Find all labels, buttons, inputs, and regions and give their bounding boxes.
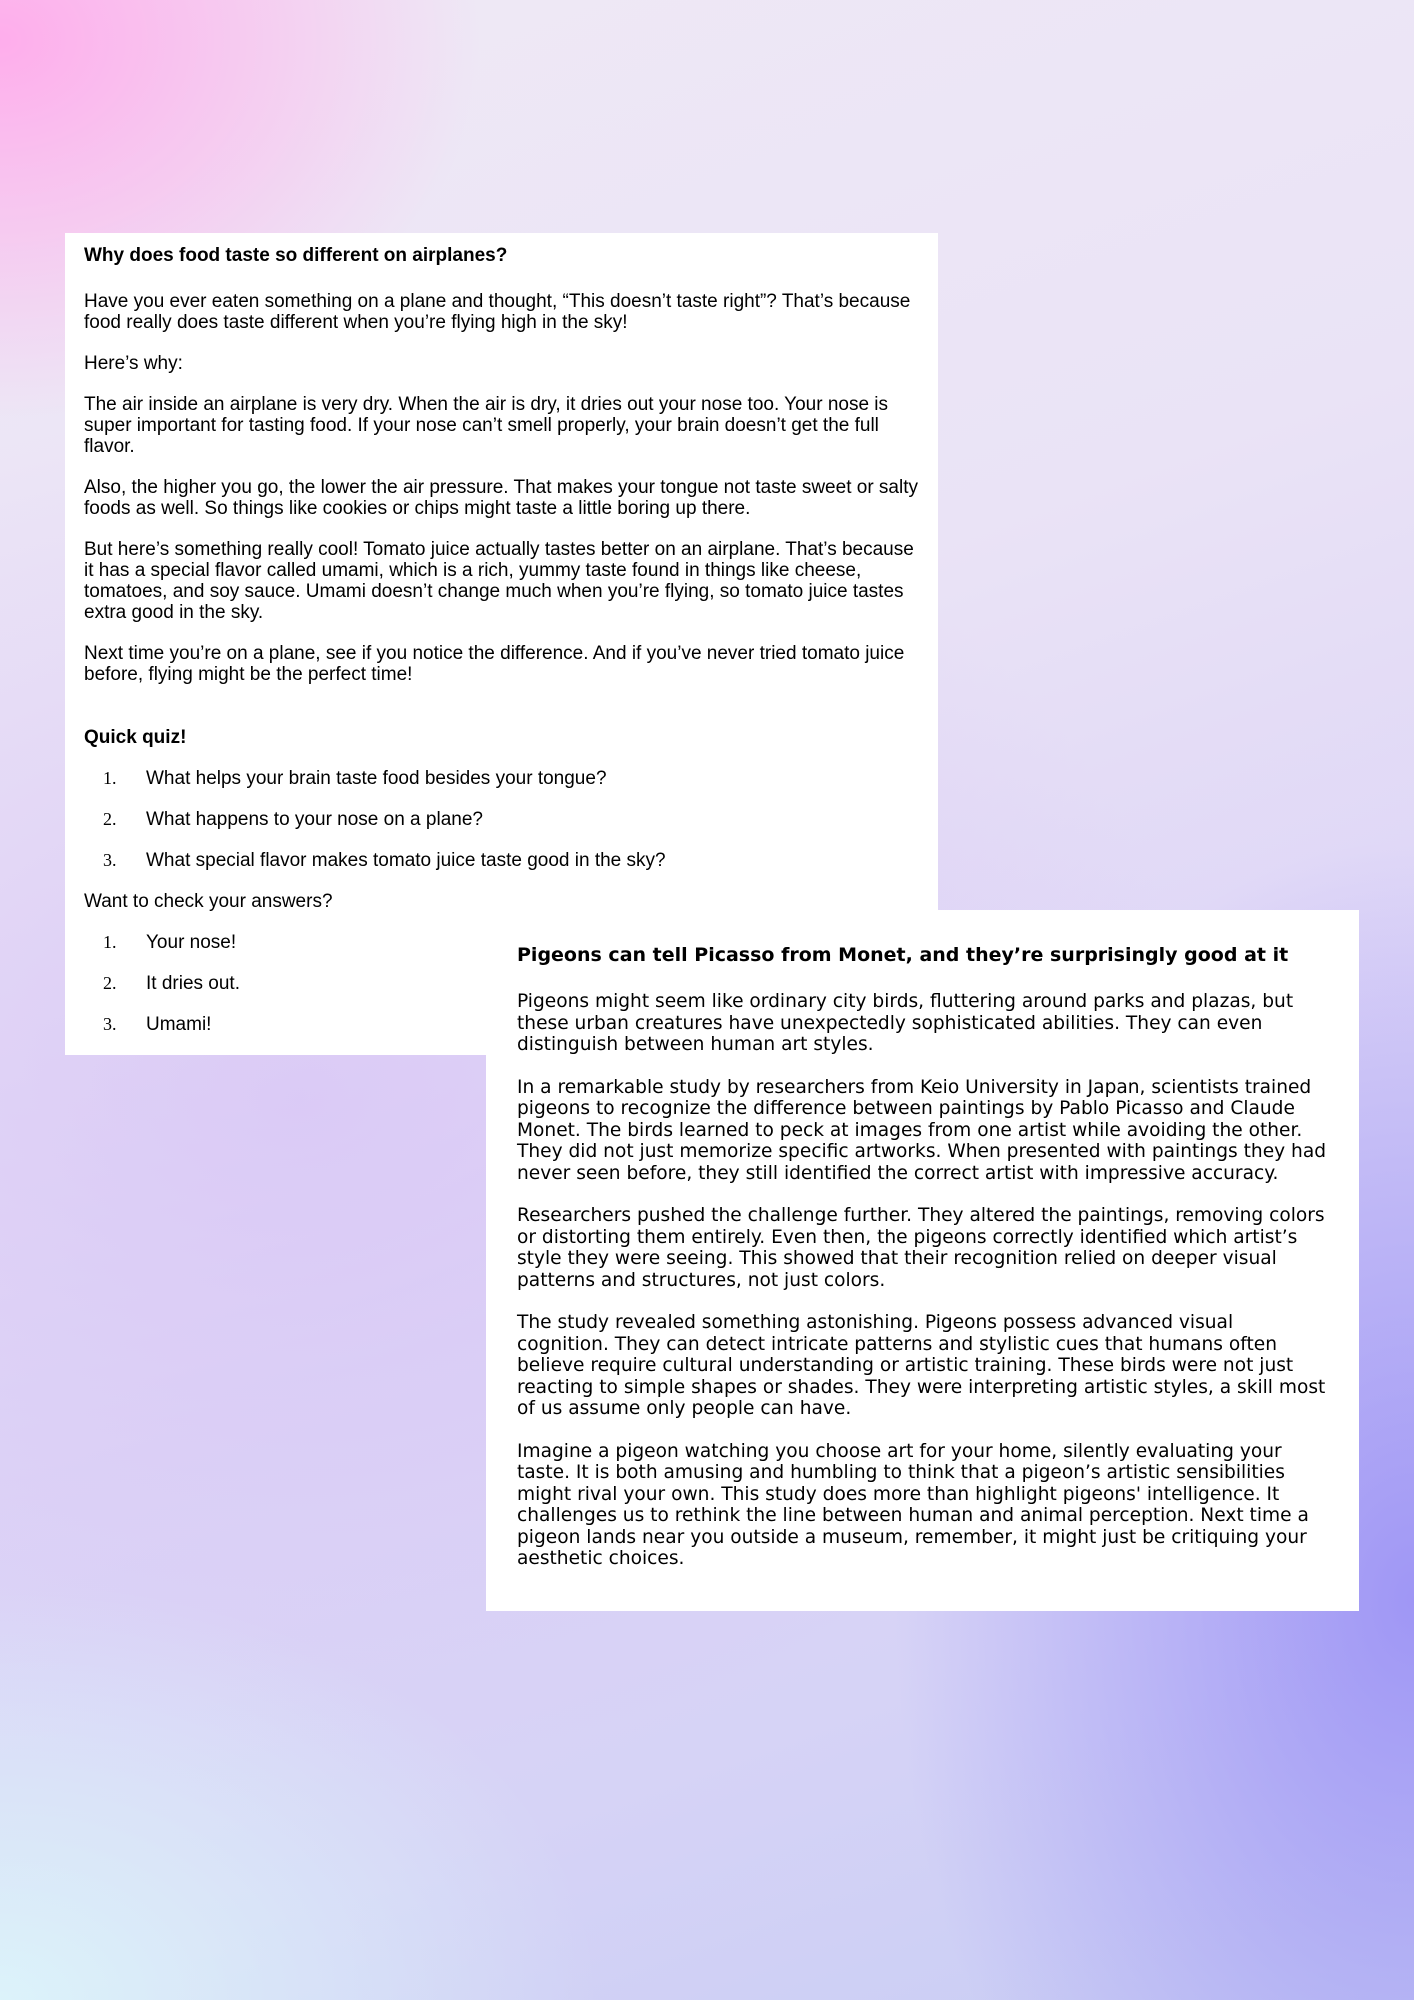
pigeons-paragraph: Imagine a pigeon watching you choose art for your home, silently evaluating your taste. It is both amusing and humbling to think that a pigeon’s artistic sensibilities might rival your own. This study does more than highlight pigeons' intelligence. It challenges us to rethink the line between human and animal perception. Next time a pigeon lands near you outside a museum, remember, it might just be critiquing your aesthetic choices.	[517, 1440, 1309, 1569]
quiz-question	[84, 768, 919, 789]
pigeons-paragraph: The study revealed something astonishing. Pigeons possess advanced visual cognition. They can detect intricate patterns and stylistic cues that humans often believe require cultural understanding or artistic training. These birds were not just reacting to simple shapes or shades. They were interpreting artistic styles, a skill most of us assume only people can have.	[517, 1312, 1326, 1419]
pigeons-article-card	[486, 910, 1359, 1611]
airplane-article-title: Why does food taste so different on airplanes?	[84, 245, 508, 266]
quiz-question-list	[84, 768, 919, 871]
pigeons-paragraph: Pigeons might seem like ordinary city birds, fluttering around parks and plazas, but these urban creatures have unexpectedly sophisticated abilities. They can even distinguish between human art styles.	[517, 991, 1294, 1055]
answer-text: Umami!	[146, 1014, 212, 1035]
answer-number: 3.	[103, 1014, 117, 1034]
question-text: What helps your brain taste food besides your tongue?	[146, 768, 607, 789]
question-number: 1.	[103, 768, 117, 788]
airplane-paragraph: But here’s something really cool! Tomato juice actually tastes better on an airplane. That’s because it has a special flavor called umami, which is a rich, yummy taste found in things like cheese, tomatoes, and soy sauce. Umami doesn’t change much when you’re flying, so tomato juice tastes extra good in the sky.	[84, 539, 914, 623]
check-answers-prompt: Want to check your answers?	[84, 891, 333, 912]
question-number: 3.	[103, 850, 117, 870]
pigeons-paragraph: Researchers pushed the challenge further. They altered the paintings, removing colors or distorting them entirely. Even then, the pigeons correctly identified which artist’s style they were seeing. This showed that their recognition relied on deeper visual patterns and structures, not just colors.	[517, 1205, 1325, 1291]
quiz-question	[84, 809, 919, 830]
question-text: What special flavor makes tomato juice taste good in the sky?	[146, 850, 666, 871]
airplane-paragraph: Have you ever eaten something on a plane and thought, “This doesn’t taste right”? That’s because food really does taste different when you’re flying high in the sky!	[84, 291, 911, 333]
quiz-title: Quick quiz!	[84, 727, 187, 748]
quiz-question	[84, 850, 919, 871]
answer-text: Your nose!	[146, 932, 237, 953]
airplane-paragraph: The air inside an airplane is very dry. When the air is dry, it dries out your nose too. Your nose is super important for tasting food. If your nose can’t smell properly, your brain doesn’t get the full flavor.	[84, 394, 889, 457]
answer-text: It dries out.	[146, 973, 240, 994]
question-text: What happens to your nose on a plane?	[146, 809, 483, 830]
airplane-paragraph: Also, the higher you go, the lower the air pressure. That makes your tongue not taste sweet or salty foods as well. So things like cookies or chips might taste a little boring up there.	[84, 477, 918, 519]
answer-number: 2.	[103, 973, 117, 993]
pigeons-article-title: Pigeons can tell Picasso from Monet, and they’re surprisingly good at it	[517, 944, 1289, 966]
question-number: 2.	[103, 809, 117, 829]
pigeons-paragraph: In a remarkable study by researchers from Keio University in Japan, scientists trained pigeons to recognize the difference between paintings by Pablo Picasso and Claude Monet. The birds learned to peck at images from one artist while avoiding the other. They did not just memorize specific artworks. When presented with paintings they had never seen before, they still identified the correct artist with impressive accuracy.	[517, 1076, 1327, 1184]
airplane-paragraph: Here’s why:	[84, 353, 183, 374]
airplane-paragraph: Next time you’re on a plane, see if you notice the difference. And if you’ve never tried tomato juice before, flying might be the perfect time!	[84, 643, 905, 685]
answer-number: 1.	[103, 932, 117, 952]
